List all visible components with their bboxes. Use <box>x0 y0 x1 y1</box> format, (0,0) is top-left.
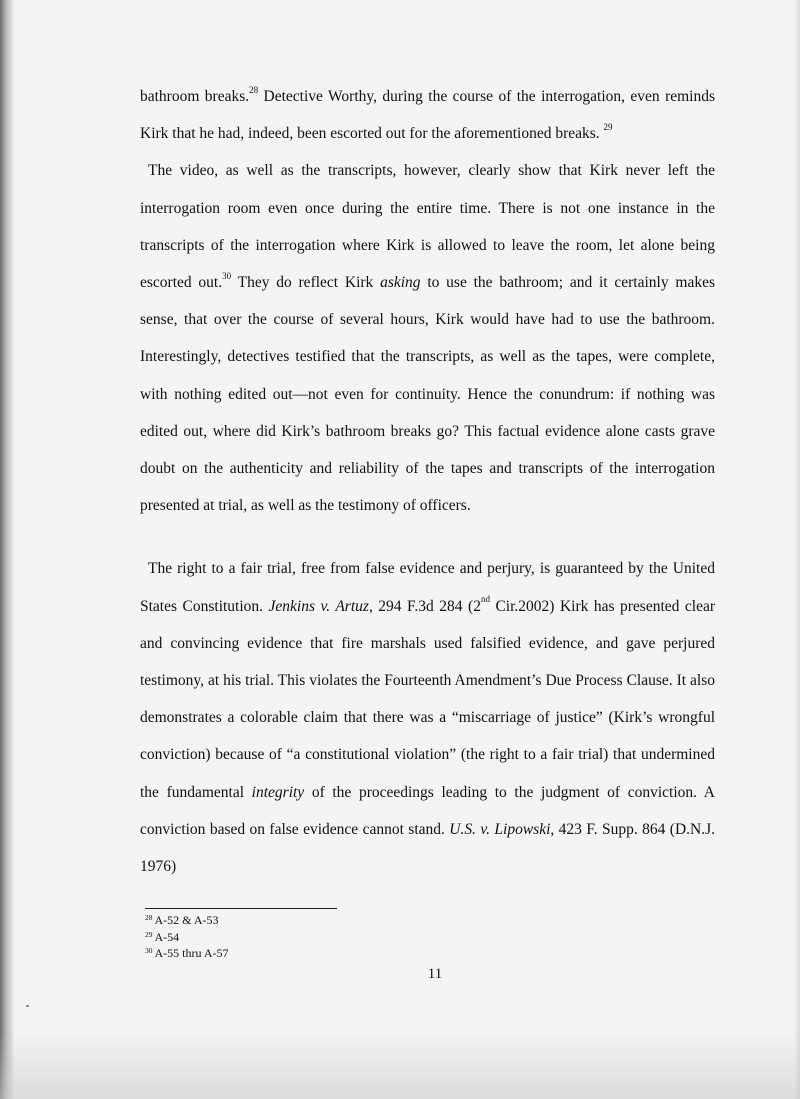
footnotes <box>145 913 545 963</box>
footnote-separator <box>145 908 337 909</box>
footnote-reference: 30 <box>222 270 232 281</box>
body-paragraph: bathroom breaks.$^{28}$ Detective Worthy, during the course of the interrogation, even reminds Kirk that he had, indeed, been escorted out for the aforementioned breaks. $^{29}$ <box>140 84 715 143</box>
footnote-text: A-52 & A-53 <box>154 913 219 927</box>
scan-speck <box>26 1005 29 1007</box>
document-body <box>140 78 715 885</box>
italic-text: asking <box>380 274 421 292</box>
body-paragraph: The video, as well as the transcripts, however, clearly show that Kirk never left the interrogation room even once during the entire time. There is not one instance in the transcripts of the interrogation where Kirk is allowed to leave the room, let alone being escorted out.$^{30}$ They do reflect Kirk asking to use the bathroom; and it certainly makes sense, that over the course of several hours, Kirk would have had to use the bathroom. Interestingly, detectives testified that the transcripts, as well as the tapes, were complete, with nothing edited out—not even for continuity. Hence the conundrum: if nothing was edited out, where did Kirk’s bathroom breaks go? This factual evidence alone casts grave doubt on the authenticity and reliability of the tapes and transcripts of the interrogation presented at trial, as well as the testimony of officers. <box>140 162 715 515</box>
footnote-28 <box>145 913 545 930</box>
footnote-reference: 28 <box>249 84 259 95</box>
footnote-number: 28 <box>145 913 153 922</box>
body-paragraph: The right to a fair trial, free from false evidence and perjury, is guaranteed by the United States Constitution. Jenkins v. Artuz, 294 F.3d 284 (2nd Cir.2002) Kirk has presented clear and convincing evidence that fire marshals used falsified evidence, and gave perjured testimony, at his trial. This violates the Fourteenth Amendment’s Due Process Clause. It also demonstrates a colorable claim that there was a “miscarriage of justice” (Kirk’s wrongful conviction) because of “a constitutional violation” (the right to a fair trial) that undermined the fundamental integrity of the proceedings leading to the judgment of conviction. A conviction based on false evidence cannot stand. U.S. v. Lipowski, 423 F. Supp. 864 (D.N.J. 1976) <box>140 560 716 876</box>
footnote-reference: 29 <box>603 122 613 133</box>
italic-text: integrity <box>251 783 305 801</box>
footnote-reference: nd <box>480 594 490 605</box>
footnote-29 <box>145 930 545 947</box>
italic-text: Jenkins v. Artuz <box>268 597 369 615</box>
footnote-30 <box>145 946 545 963</box>
scan-shadow-right <box>794 0 800 1099</box>
footnote-text: A-55 thru A-57 <box>154 946 229 960</box>
italic-text: U.S. v. Lipowski <box>449 820 551 838</box>
scan-shadow-bottom <box>0 1029 800 1099</box>
footnote-text: A-54 <box>154 929 180 944</box>
page-number: 11 <box>427 966 443 982</box>
footnote-number: 29 <box>145 929 153 939</box>
scan-shadow-left <box>0 0 14 1099</box>
footnote-number: 30 <box>145 946 153 955</box>
